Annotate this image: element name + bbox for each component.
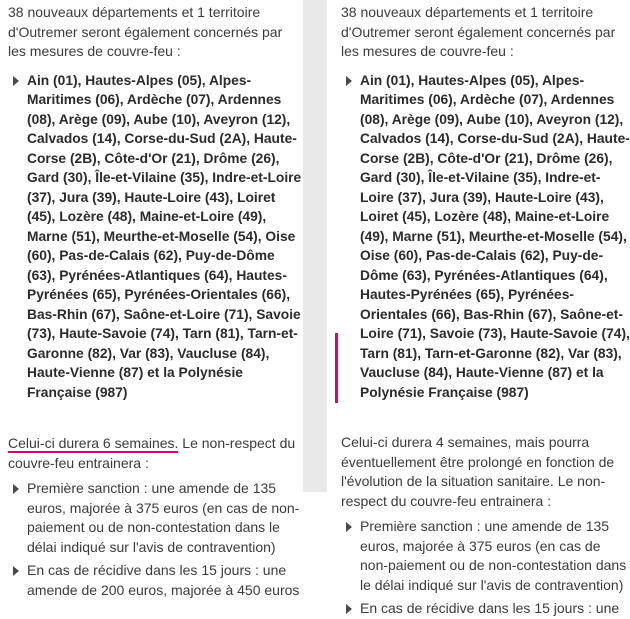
triangle-bullet-icon — [346, 76, 352, 86]
list-item — [27, 479, 303, 557]
departments-list — [8, 71, 303, 403]
triangle-bullet-icon — [346, 604, 352, 614]
list-item — [360, 71, 630, 403]
duration-paragraph — [8, 434, 303, 473]
penalty-text: Première sanction : une amende de 135 euros, majorée à 375 euros (en cas de non-paiement ou de non-contestation dans le délai indiqué sur l'avis de contravention) — [360, 518, 627, 593]
panel-divider — [303, 0, 327, 492]
departments-text: Ain (01), Hautes-Alpes (05), Alpes-Maritimes (06), Ardèche (07), Ardennes (08), Arège (09), Aube (10), Aveyron (12), Calvados (14), Corse-du-Sud (2A), Haute-Corse (2B), Côte-d'Or (21), Drôme (26), Gard (30), Île-et-Vilaine (35), Indre-et-Loire (37), Jura (39), Haute-Loire (43), Loiret (45), Lozère (48), Maine-et-Loire (49), Marne (51), Meurthe-et-Moselle (54), Oise (60), Pas-de-Calais (62), Puy-de-Dôme (63), Pyrénées-Atlantiques (64), Hautes-Pyrénées (65), Pyrénées-Orientales (66), Bas-Rhin (67), Saône-et-Loire (71), Savoie (73), Haute-Savoie (74), Tarn (81), Tarn-et-Garonne (82), Var (83), Vaucluse (84), Haute-Vienne (87) et la Polynésie Française (987) — [360, 72, 630, 400]
left-article-panel — [0, 0, 303, 598]
triangle-bullet-icon — [13, 566, 19, 576]
list-item — [27, 561, 303, 600]
highlight-bar — [335, 333, 338, 403]
triangle-bullet-icon — [346, 522, 352, 532]
penalties-list — [8, 479, 303, 600]
intro-paragraph: 38 nouveaux départements et 1 territoire d'Outremer seront également concernés par les mesures de couvre-feu : — [341, 4, 616, 59]
penalties-list — [341, 517, 630, 619]
list-item — [360, 517, 630, 595]
departments-list — [341, 71, 630, 403]
intro-paragraph: 38 nouveaux départements et 1 territoire d'Outremer seront également concernés par les mesures de couvre-feu : — [8, 4, 283, 59]
list-item — [360, 599, 630, 619]
list-item — [27, 71, 303, 403]
duration-paragraph: Celui-ci durera 4 semaines, mais pourra éventuellement être prolongé en fonction de l'évolution de la situation sanitaire. Le non-respect du couvre-feu entrainera : — [341, 434, 615, 509]
departments-text: Ain (01), Hautes-Alpes (05), Alpes-Maritimes (06), Ardèche (07), Ardennes (08), Arège (09), Aube (10), Aveyron (12), Calvados (14), Corse-du-Sud (2A), Haute-Corse (2B), Côte-d'Or (21), Drôme (26), Gard (30), Île-et-Vilaine (35), Indre-et-Loire (37), Jura (39), Haute-Loire (43), Loiret (45), Lozère (48), Maine-et-Loire (49), Marne (51), Meurthe-et-Moselle (54), Oise (60), Pas-de-Calais (62), Puy-de-Dôme (63), Pyrénées-Atlantiques (64), Hautes-Pyrénées (65), Pyrénées-Orientales (66), Bas-Rhin (67), Saône-et-Loire (71), Savoie (73), Haute-Savoie (74), Tarn (81), Tarn-et-Garonne (82), Var (83), Vaucluse (84), Haute-Vienne (87) et la Polynésie Française (987) — [27, 72, 302, 400]
penalty-text: En cas de récidive dans les 15 jours : une — [360, 600, 620, 616]
duration-rest: Le non-respect du couvre-feu entrainera : — [8, 435, 296, 471]
highlighted-duration: Celui-ci durera 6 semaines. — [8, 435, 179, 451]
triangle-bullet-icon — [13, 76, 19, 86]
triangle-bullet-icon — [13, 484, 19, 494]
right-article-panel — [327, 0, 630, 616]
penalty-text: En cas de récidive dans les 15 jours : une amende de 200 euros, majorée à 450 euros — [27, 562, 300, 598]
penalty-text: Première sanction : une amende de 135 euros, majorée à 375 euros (en cas de non-paiement ou de non-contestation dans le délai indiqué sur l'avis de contravention) — [27, 480, 300, 555]
